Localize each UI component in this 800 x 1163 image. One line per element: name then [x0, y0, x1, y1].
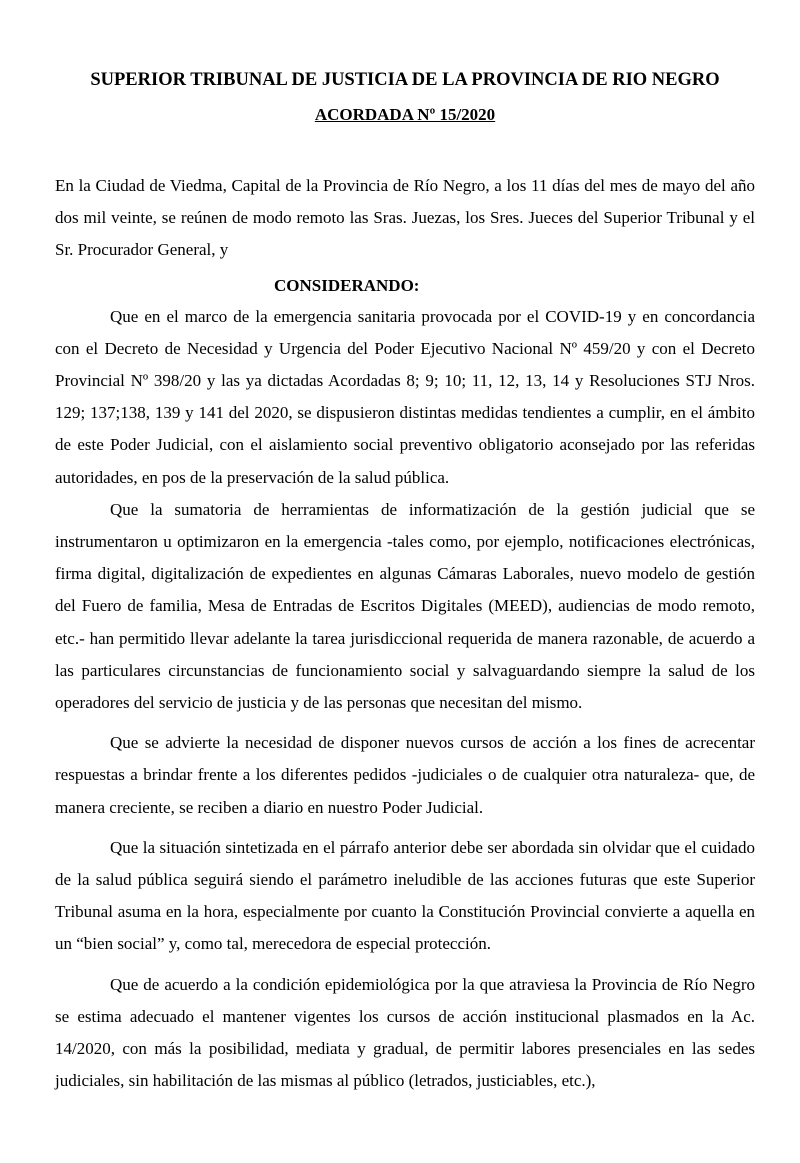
paragraph-4: Que la situación sintetizada en el párrafo anterior debe ser abordada sin olvidar que el cuidado de la salud pública seguirá siendo el parámetro ineludible de las acciones futuras que este Superior Tribunal asuma en la hora, especialmente por cuanto la Constitución Provincial convierte a aquella en un “bien social” y, como tal, merecedora de especial protección.	[55, 837, 755, 954]
paragraph-5: Que de acuerdo a la condición epidemiológica por la que atraviesa la Provincia de Río Negro se estima adecuado el mantener vigentes los cursos de acción institucional plasmados en la Ac. 14/2020, con más la posibilidad, mediata y gradual, de permitir labores presenciales en las sedes judiciales, sin habilitación de las mismas al público (letrados, justiciables, etc.),	[55, 974, 755, 1091]
document-title: SUPERIOR TRIBUNAL DE JUSTICIA DE LA PROVINCIA DE RIO NEGRO	[90, 70, 720, 90]
paragraph-2: Que la sumatoria de herramientas de informatización de la gestión judicial que se instrumentaron u optimizaron en la emergencia -tales como, por ejemplo, notificaciones electrónicas, firma digital, digitalización de expedientes en algunas Cámaras Laborales, nuevo modelo de gestión del Fuero de familia, Mesa de Entradas de Escritos Digitales (MEED), audiencias de modo remoto, etc.- han permitido llevar adelante la tarea jurisdiccional requerida de manera razonable, de acuerdo a las particulares circunstancias de funcionamiento social y salvaguardando siempre la salud de los operadores del servicio de justicia y de las personas que necesitan del mismo.	[55, 499, 755, 713]
section-heading: CONSIDERANDO:	[274, 275, 420, 295]
document-subtitle: ACORDADA Nº 15/2020	[314, 105, 496, 124]
paragraph-1: Que en el marco de la emergencia sanitaria provocada por el COVID-19 y en concordancia con el Decreto de Necesidad y Urgencia del Poder Ejecutivo Nacional Nº 459/20 y con el Decreto Provincial Nº 398/20 y las ya dictadas Acordadas 8; 9; 10; 11, 12, 13, 14 y Resoluciones STJ Nros. 129; 137;138, 139 y 141 del 2020, se dispusieron distintas medidas tendientes a cumplir, en el ámbito de este Poder Judicial, con el aislamiento social preventivo obligatorio aconsejado por las referidas autoridades, en pos de la preservación de la salud pública.	[55, 306, 755, 487]
paragraph-3: Que se advierte la necesidad de disponer nuevos cursos de acción a los fines de acrecentar respuestas a brindar frente a los diferentes pedidos -judiciales o de cualquier otra naturaleza- que, de manera creciente, se reciben a diario en nuestro Poder Judicial.	[55, 733, 755, 817]
intro-paragraph: En la Ciudad de Viedma, Capital de la Provincia de Río Negro, a los 11 días del mes de mayo del año dos mil veinte, se reúnen de modo remoto las Sras. Juezas, los Sres. Jueces del Superior Tribunal y el Sr. Procurador General, y	[55, 176, 755, 260]
